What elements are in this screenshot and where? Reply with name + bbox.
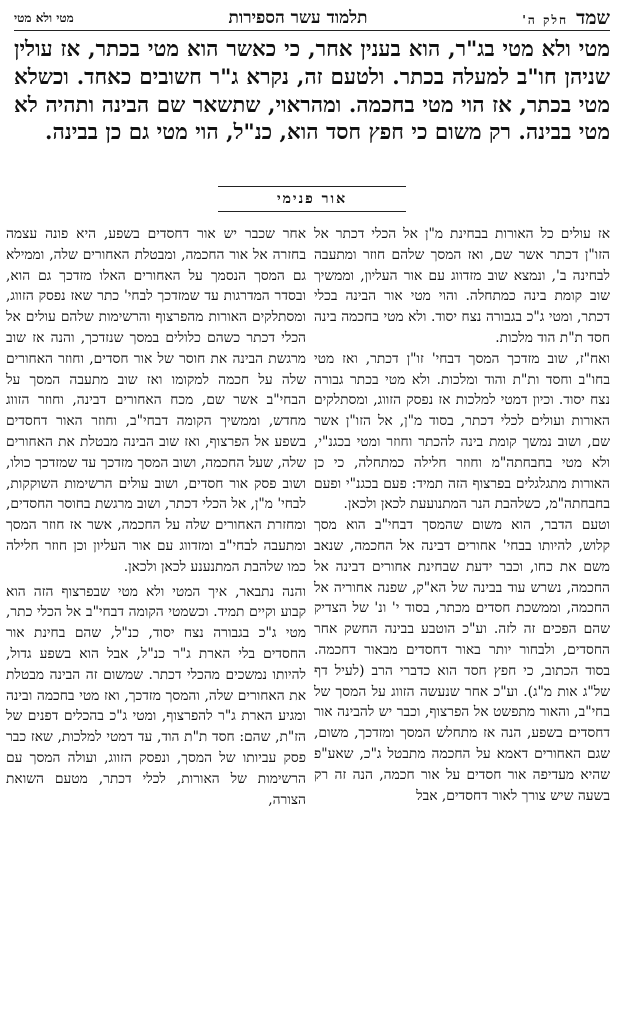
right-paragraph-1: אז עולים כל האורות בבחינת מ"ן אל הכלי דכתר אל הזו"ן דכתר אשר שם, ואז המסך שלהם חוזר ומתעבה לבחינה ב', ונמצא שוב מזדווג עם אור העליון, וממשיך שוב קומת בינה כמתחלה. והוי מטי אור הבינה בכלי דכתר, ומטי ג"כ בגבורה נצח יסוד. ולא מטי בחכמה בינה חסד ת"ת הוד מלכות.: [314, 226, 610, 346]
right-paragraph-3: וטעם הדבר, הוא משום שהמסך דבחי"ב הוא מסך קלוש, להיותו בבחי' אחורים דבינה אל החכמה, שנאב משם את כחו, וכבר ידעת שבחינת אחורים דבינה אל החכמה, נשרש עוד בבינה של הא"ק, שפנה אחוריה אל החכמה, וממשכת חסדים מכתר, בסוד י' ונ' של הצדיק שהם הפכים זה לזה. וע"כ הוטבע בבינה החשק אחר החסדים, ולבחור יותר באור דחסדים מבאור דחכמה. בסוד הכתוב, כי חפץ חסד הוא כדברי הרב (לעיל דף של"ג אות מ"ג). וע"כ אחר שנעשה הזווג על המסך של בחי"ב, והאור מתפשט אל הפרצוף, וכבר יש להבינה אור דחסדים בשפע, הנה אז מתחלש המסך ומזדכך, משום, שגם האחורים דאמא על החכמה מתבטל ג"כ, שאע"פ שהיא מעדיפה אור חסדים על אור חכמה, הנה זה רק בשעה שיש צורך לאור דחסדים, אבל: [314, 517, 610, 804]
commentary-title-box: [218, 186, 406, 212]
page-header: [14, 6, 610, 31]
part-label: חלק ה': [522, 12, 569, 27]
header-right-group: [522, 7, 610, 30]
page-number: שמד: [576, 6, 610, 29]
commentary-title: אור פנימי: [276, 190, 348, 207]
left-paragraph-2: והנה נתבאר, איך המטי ולא מטי שבפרצוף הזה הוא קבוע וקיים תמיד. וכשמטי הקומה דבחי"ב אל הכלי כתר, מטי ג"כ בגבורה נצח יסוד, כנ"ל, שהם בחינת אור החסדים בלי הארת ג"ר כנ"ל, אבל הוא בשפע גדול, להיותו נמשכים מהכלי דכתר. שמשום זה הבינה מבטלת את האחורים שלה, והמסך מזדכך, ואז מטי בחכמה ובינה ומגיע הארת ג"ר להפרצוף, ומטי ג"כ בהכלים דפנים של הז"ת, שהם: חסד ת"ת הוד, עד דמטי למלכות, שאז כבר פסק עביותו של המסך, ונפסק הזווג, ועולה המסך עם הרשימות של האורות, לכלי דכתר, מטעם השואת הצורה,: [6, 583, 306, 808]
right-paragraph-2: ואח"ז, שוב מזדכך המסך דבחי' זו"ן דכתר, ואז מטי בחו"ב וחסד ות"ת והוד ומלכות. ולא מטי בכתר גבורה נצח יסוד. וכיון דמטי למלכות אז נפסק הזווג, ומסתלקים האורות ועולים לכלי דכתר, בסוד מ"ן, אל הזו"ן אשר שם, ושוב נמשך קומת בינה להכתר וחוזר ומטי בכגנ"י, ולא מטי בחבחתה"מ וחוזר חלילה כמתחלה, כי כן האורות מתגלגלים בפרצוף הזה תמיד: פעם בכגנ"י ופעם בחבחתה"מ, כשלהבת הנר המתנועעת לכאן ולכאן.: [314, 350, 610, 513]
left-paragraph-1: אחר שכבר יש אור דחסדים בשפע, היא פונה עצמה בחזרה אל אור החכמה, ומבטלת האחורים שלה, וממילא גם המסך הנסמך על האחורים האלו מזדכך גם הוא, ובסדר המדרגות עד שמזדכך לבחי' כתר שאז נפסק הזווג, ומסתלקים האורות מהפרצוף והרשימות שלהם עולים אל הכלי דכתר כשהם כלולים במסך שנזדכך, והנה אז שוב מרגשת הבינה את חוסר של אור חסדים, וחוזר האחורים שלה על חכמה למקומו ואז שוב מתעבה המסך על הבחי"ב אשר שם, מכח האחורים דבינה, וחוזר הזווג מחדש, וממשיך הקומה דבחי"ב, וחוזר האור דחסדים בשפע אל הפרצוף, ואז שוב הבינה מבטלת את האחורים שלה, שעל החכמה, ושוב המסך מזדכך עד שמזדכך כולו, ושוב פסק אור חסדים, ושוב עולים הרשימות השוקקות, לבחי' מ"ן, אל הכלי דכתר, ושוב מרגשת בחוסר החסדים, ומחזרת האחורים שלה על החכמה, אשר אז חוזר המסך ומתעבה לבחי"ב ומזדווג עם אור העליון וכן חוזר חלילה כמו שלהבת המתנענע לכאן ולכאן.: [6, 226, 306, 575]
commentary-column-right: [314, 224, 610, 806]
section-subject: מטי ולא מטי: [14, 10, 74, 25]
commentary-column-left: [6, 224, 306, 810]
book-title: תלמוד עשר הספירות: [228, 8, 368, 28]
main-text: מטי ולא מטי בג"ר, הוא בענין אחר, כי כאשר הוא מטי בכתר, אז עולין שניהן חו"ב למעלה בכתר. ולטעם זה, נקרא ג"ר חשובים כאחד. וכשלא מטי בכתר, אז הוי מטי בחכמה. ומהראוי, שתשאר שם הבינה ותהיה לא מטי בבינה. רק משום כי חפץ חסד הוא, כנ"ל, הוי מטי גם כן בבינה.: [14, 37, 610, 146]
